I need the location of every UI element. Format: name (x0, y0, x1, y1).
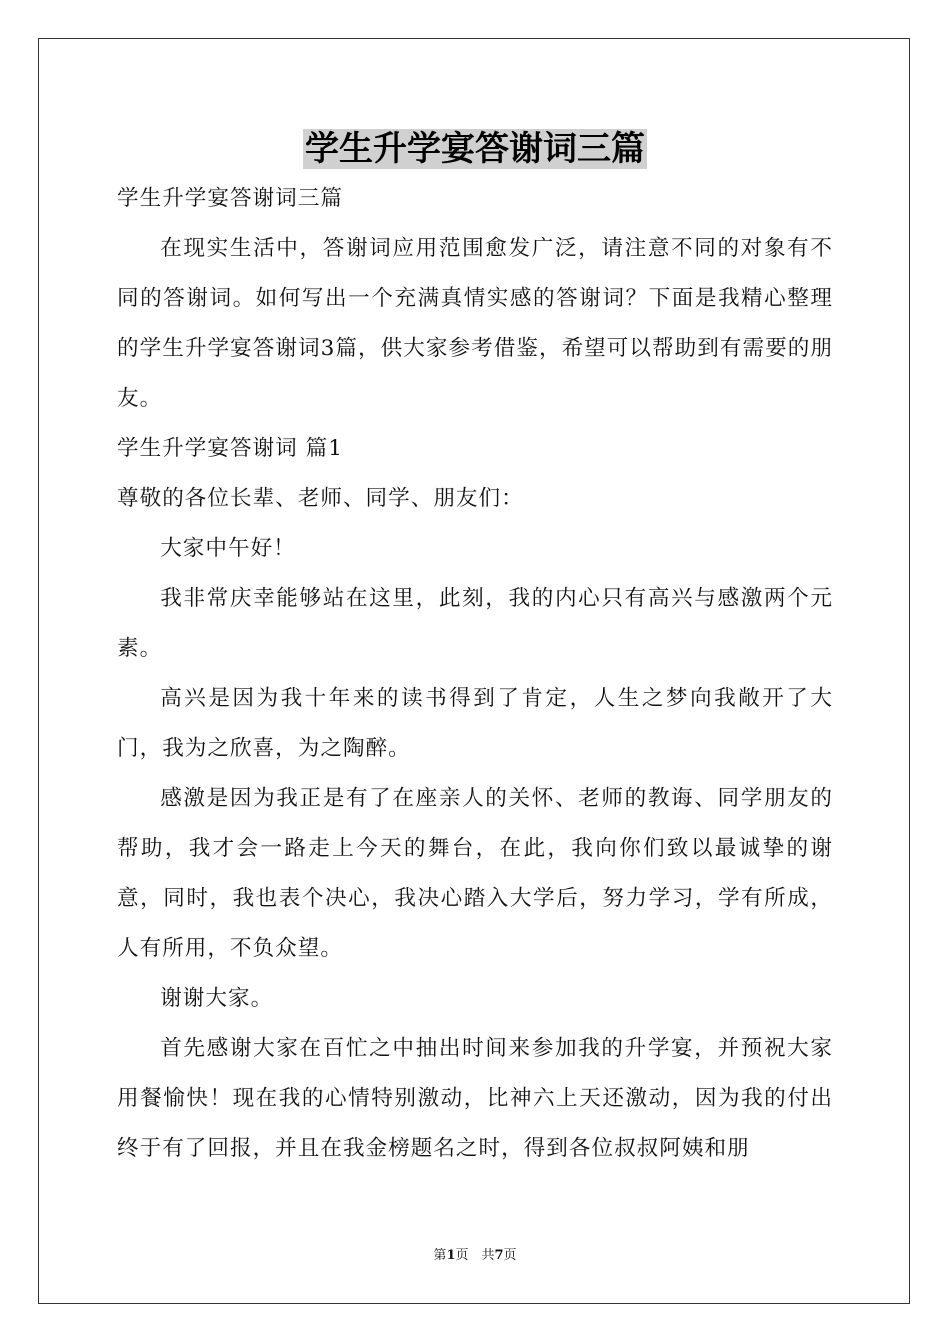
salutation: 尊敬的各位长辈、老师、同学、朋友们： (117, 486, 524, 511)
paragraph: 首先感谢大家在百忙之中抽出时间来参加我的升学宴，并预祝大家用餐愉快！现在我的心情特别激动，比神六上天还激动，因为我的付出终于有了回报，并且在我金榜题名之时，得到各位叔叔阿姨和朋 (117, 1036, 833, 1161)
paragraph: 学生升学宴答谢词三篇 (117, 186, 343, 211)
section-heading: 学生升学宴答谢词 篇1 (117, 436, 343, 461)
paragraph: 谢谢大家。 (160, 986, 274, 1011)
document-title (0, 127, 950, 171)
footer-middle: 页 共 (455, 1248, 495, 1263)
paragraph: 高兴是因为我十年来的读书得到了肯定，人生之梦向我敞开了大门，我为之欣喜，为之陶醉。 (117, 686, 833, 761)
document-body (117, 174, 833, 1174)
footer-prefix: 第 (433, 1248, 447, 1263)
paragraph: 在现实生活中，答谢词应用范围愈发广泛，请注意不同的对象有不同的答谢词。如何写出一个充满真情实感的答谢词？下面是我精心整理的学生升学宴答谢词3篇，供大家参考借鉴，希望可以帮助到有需要的朋友。 (117, 236, 833, 411)
page-footer (0, 1246, 950, 1266)
paragraph: 大家中午好！ (160, 536, 296, 561)
footer-suffix: 页 (503, 1248, 517, 1263)
page-total: 7 (494, 1248, 504, 1263)
page-number: 1 (446, 1248, 456, 1263)
document-title-text: 学生升学宴答谢词三篇 (305, 129, 645, 169)
paragraph: 感激是因为我正是有了在座亲人的关怀、老师的教诲、同学朋友的帮助，我才会一路走上今天的舞台，在此，我向你们致以最诚挚的谢意，同时，我也表个决心，我决心踏入大学后，努力学习，学有所成，人有所用，不负众望。 (117, 786, 833, 961)
paragraph: 我非常庆幸能够站在这里，此刻，我的内心只有高兴与感激两个元素。 (117, 586, 833, 661)
